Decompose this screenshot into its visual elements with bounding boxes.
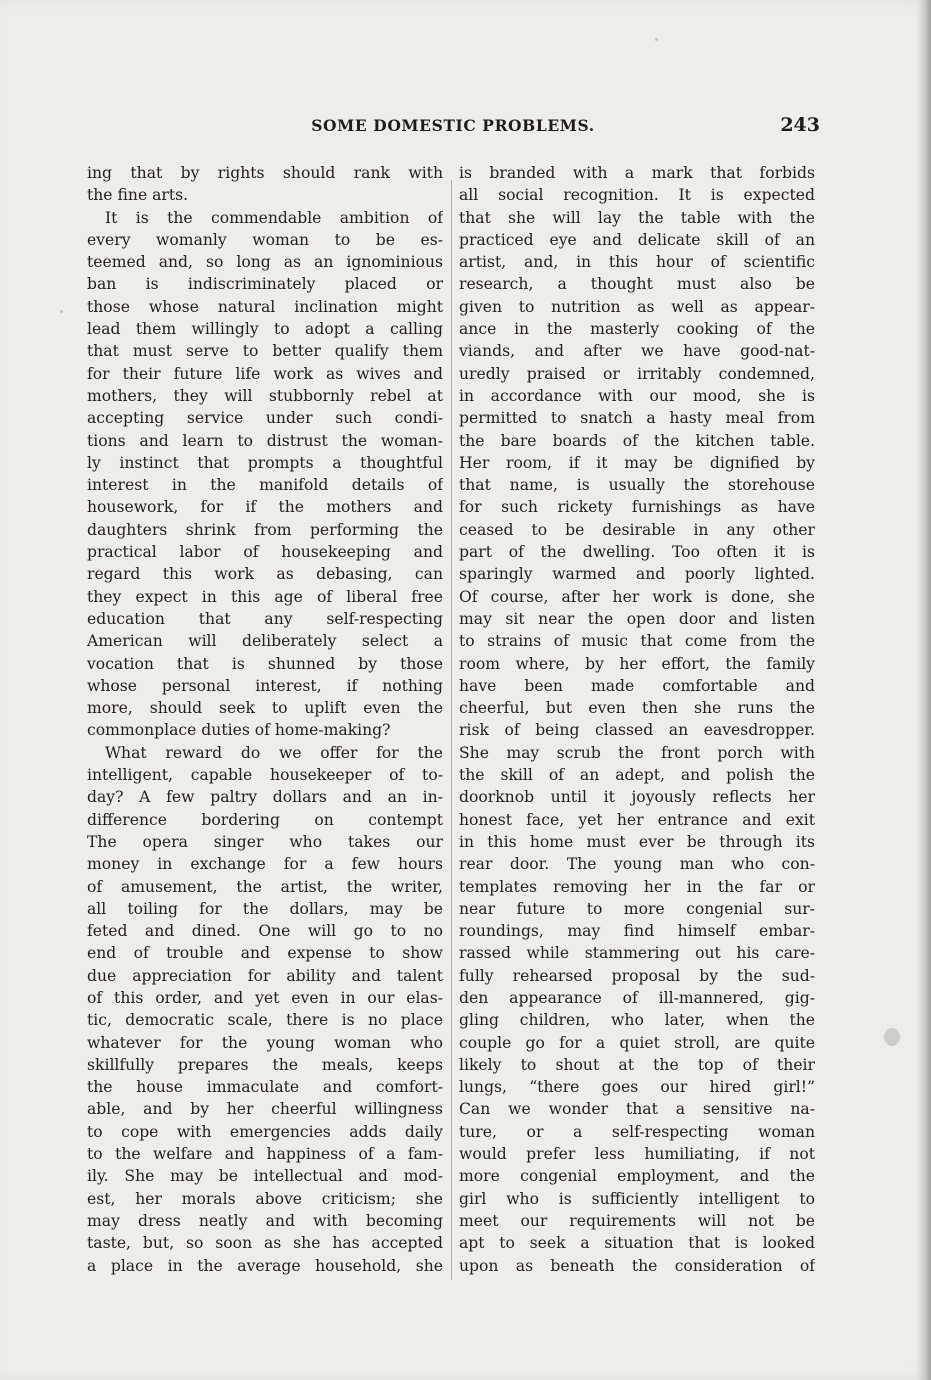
right-column-line: room where, by her effort, the family (459, 654, 815, 673)
right-column-line: gling children, who later, when the (459, 1011, 815, 1030)
right-column-line: ceased to be desirable in any other (459, 520, 815, 539)
left-column-line: the house immaculate and comfort- (87, 1078, 443, 1097)
right-column-line: likely to shout at the top of their (459, 1055, 815, 1074)
left-column-line: accepting service under such condi- (87, 409, 443, 428)
left-column-line: What reward do we offer for the (105, 743, 443, 762)
right-column-line: doorknob until it joyously reflects her (459, 788, 815, 807)
right-column-line: She may scrub the front porch with (459, 743, 815, 762)
left-column-line: day? A few paltry dollars and an in- (87, 788, 443, 807)
left-column-line: to the welfare and happiness of a fam- (87, 1145, 443, 1164)
left-column-line: The opera singer who takes our (87, 832, 443, 851)
left-column-line: It is the commendable ambition of (105, 208, 443, 227)
left-column-line: to cope with emergencies adds daily (87, 1122, 443, 1141)
right-column-line: would prefer less humiliating, if not (459, 1145, 815, 1164)
left-column-line: of amusement, the artist, the writer, (87, 877, 443, 896)
left-column-line: interest in the manifold details of (87, 476, 443, 495)
right-column-line: artist, and, in this hour of scientific (459, 253, 815, 272)
paper-speck (884, 1028, 900, 1046)
right-column-line: viands, and after we have good-nat- (459, 342, 815, 361)
left-column-line: ly instinct that prompts a thoughtful (87, 453, 443, 472)
left-column-line: lead them willingly to adopt a calling (87, 320, 443, 339)
left-column-line: commonplace duties of home-making? (87, 721, 391, 740)
left-column-line: practical labor of housekeeping and (87, 543, 443, 562)
right-column-line: the bare boards of the kitchen table. (459, 431, 815, 450)
right-column-line: den appearance of ill-mannered, gig- (459, 988, 815, 1007)
right-column-line: have been made comfortable and (459, 676, 815, 695)
right-column-line: rassed while stammering out his care- (459, 944, 815, 963)
left-column-line: tic, democratic scale, there is no place (87, 1011, 443, 1030)
left-text-column (87, 162, 443, 1277)
left-column-line: ing that by rights should rank with (87, 164, 443, 182)
right-column-line: meet our requirements will not be (459, 1211, 815, 1230)
right-column-line: Of course, after her work is done, she (459, 587, 815, 606)
paper-speck (60, 310, 63, 313)
left-column-line: of this order, and yet even in our elas- (87, 988, 443, 1007)
left-column-line: difference bordering on contempt (87, 810, 443, 829)
running-title: SOME DOMESTIC PROBLEMS. (311, 116, 595, 135)
right-column-line: permitted to snatch a hasty meal from (459, 409, 815, 428)
column-divider (451, 180, 452, 1280)
left-column-line: daughters shrink from performing the (87, 520, 443, 539)
right-column-line: given to nutrition as well as appear- (459, 297, 815, 316)
right-column-line: upon as beneath the consideration of (459, 1256, 815, 1275)
right-column-line: in accordance with our mood, she is (459, 386, 815, 405)
left-column-line: whatever for the young woman who (87, 1033, 443, 1052)
left-column-line: ily. She may be intellectual and mod- (87, 1167, 443, 1186)
right-column-line: for such rickety furnishings as have (459, 498, 815, 517)
right-column-line: all social recognition. It is expected (459, 186, 815, 205)
left-column-line: skillfully prepares the meals, keeps (87, 1055, 443, 1074)
right-column-line: may sit near the open door and listen (459, 609, 815, 628)
left-column-line: vocation that is shunned by those (87, 654, 443, 673)
left-column-line: mothers, they will stubbornly rebel at (87, 386, 443, 405)
left-column-line: education that any self-respecting (87, 609, 443, 628)
right-column-line: templates removing her in the far or (459, 877, 815, 896)
page-edge-shadow (917, 0, 931, 1380)
right-column-line: part of the dwelling. Too often it is (459, 543, 815, 562)
page-number: 243 (780, 114, 820, 136)
left-column-line: all toiling for the dollars, may be (87, 899, 443, 918)
left-column-line: for their future life work as wives and (87, 364, 443, 383)
right-column-line: near future to more congenial sur- (459, 899, 815, 918)
left-column-line: intelligent, capable housekeeper of to- (87, 766, 443, 785)
right-column-line: in this home must ever be through its (459, 832, 815, 851)
right-column-line: research, a thought must also be (459, 275, 815, 294)
right-column-line: lungs, “there goes our hired girl!” (459, 1078, 815, 1097)
right-column-line: to strains of music that come from the (459, 632, 815, 651)
right-column-line: Can we wonder that a sensitive na- (459, 1100, 815, 1119)
left-column-line: ban is indiscriminately placed or (87, 275, 443, 294)
right-column-line: ance in the masterly cooking of the (459, 320, 815, 339)
left-column-line: more, should seek to uplift even the (87, 699, 443, 718)
right-column-line: couple go for a quiet stroll, are quite (459, 1033, 815, 1052)
running-head (86, 112, 820, 142)
left-column-line: due appreciation for ability and talent (87, 966, 443, 985)
right-column-line: is branded with a mark that forbids (459, 164, 815, 182)
right-column-line: uredly praised or irritably condemned, (459, 364, 815, 383)
right-column-line: practiced eye and delicate skill of an (459, 230, 815, 249)
left-column-line: end of trouble and expense to show (87, 944, 443, 963)
left-column-line: whose personal interest, if nothing (87, 676, 443, 695)
left-column-line: American will deliberately select a (87, 632, 443, 651)
right-column-line: that name, is usually the storehouse (459, 476, 815, 495)
left-column-line: housework, for if the mothers and (87, 498, 443, 517)
left-column-line: the fine arts. (87, 186, 189, 205)
left-column-line: teemed and, so long as an ignominious (87, 253, 443, 272)
left-column-line: they expect in this age of liberal free (87, 587, 443, 606)
right-column-line: girl who is sufficiently intelligent to (459, 1189, 815, 1208)
left-column-line: money in exchange for a few hours (87, 855, 443, 874)
left-column-line: tions and learn to distrust the woman- (87, 431, 443, 450)
right-column-line: roundings, may find himself embar- (459, 922, 815, 941)
right-column-line: rear door. The young man who con- (459, 855, 815, 874)
right-text-column (459, 162, 815, 1277)
right-column-line: more congenial employment, and the (459, 1167, 815, 1186)
left-column-line: that must serve to better qualify them (87, 342, 443, 361)
left-column-line: taste, but, so soon as she has accepted (87, 1234, 443, 1253)
left-column-line: able, and by her cheerful willingness (87, 1100, 443, 1119)
right-column-line: risk of being classed an eavesdropper. (459, 721, 815, 740)
right-column-line: the skill of an adept, and polish the (459, 766, 815, 785)
right-column-line: ture, or a self-respecting woman (459, 1122, 815, 1141)
paper-speck (655, 38, 658, 41)
right-column-line: honest face, yet her entrance and exit (459, 810, 815, 829)
right-column-line: fully rehearsed proposal by the sud- (459, 966, 815, 985)
left-column-line: a place in the average household, she (87, 1256, 443, 1275)
left-column-line: those whose natural inclination might (87, 297, 443, 316)
right-column-line: apt to seek a situation that is looked (459, 1234, 815, 1253)
left-column-line: regard this work as debasing, can (87, 565, 443, 584)
left-column-line: feted and dined. One will go to no (87, 922, 443, 941)
left-column-line: every womanly woman to be es- (87, 230, 443, 249)
left-column-line: est, her morals above criticism; she (87, 1189, 443, 1208)
right-column-line: cheerful, but even then she runs the (459, 699, 815, 718)
left-column-line: may dress neatly and with becoming (87, 1211, 443, 1230)
right-column-line: Her room, if it may be dignified by (459, 453, 815, 472)
right-column-line: sparingly warmed and poorly lighted. (459, 565, 815, 584)
right-column-line: that she will lay the table with the (459, 208, 815, 227)
